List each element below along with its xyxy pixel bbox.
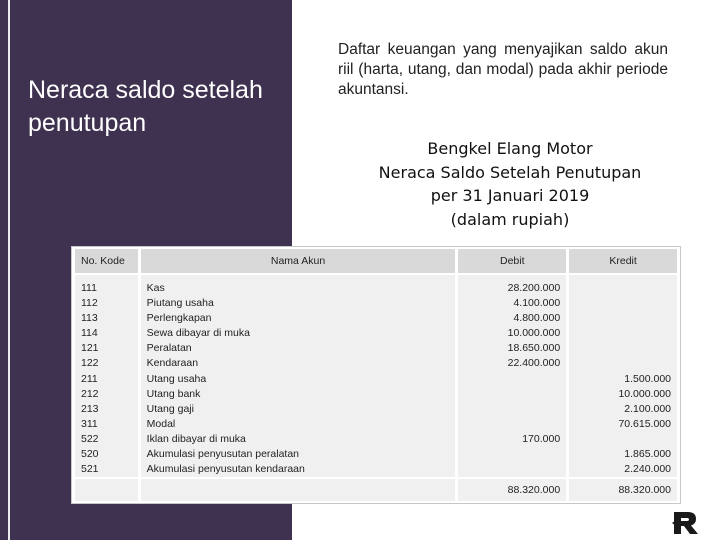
company-name: Bengkel Elang Motor bbox=[427, 139, 593, 158]
credit-value: 10.000.000 bbox=[618, 387, 671, 400]
header-name: Nama Akun bbox=[141, 249, 456, 273]
credit-value bbox=[575, 311, 671, 326]
debit-value bbox=[464, 447, 560, 462]
account-code: 522 bbox=[81, 432, 99, 445]
account-code: 211 bbox=[81, 372, 98, 385]
debit-value: 4.800.000 bbox=[513, 312, 561, 325]
account-name: Modal bbox=[146, 417, 176, 430]
credit-value: 2.240.000 bbox=[624, 463, 671, 476]
debit-value bbox=[464, 387, 560, 402]
account-code: 212 bbox=[81, 387, 99, 400]
account-name: Iklan dibayar di muka bbox=[146, 432, 246, 445]
debit-value: 10.000.000 bbox=[507, 327, 561, 340]
credit-value: 1.500.000 bbox=[624, 372, 671, 385]
report-name: Neraca Saldo Setelah Penutupan bbox=[378, 162, 642, 182]
account-code: 113 bbox=[81, 312, 98, 325]
total-name-cell bbox=[141, 479, 456, 501]
credit-value bbox=[575, 356, 671, 371]
name-column bbox=[141, 275, 456, 477]
debit-value: 4.100.000 bbox=[513, 297, 561, 310]
credit-value: 2.100.000 bbox=[624, 402, 671, 415]
account-code: 520 bbox=[81, 448, 99, 461]
total-debit: 88.320.000 bbox=[458, 479, 566, 501]
account-name: Akumulasi penyusutan kendaraan bbox=[146, 463, 305, 476]
header-debit: Debit bbox=[458, 249, 566, 273]
body-row bbox=[75, 275, 677, 477]
total-row bbox=[75, 479, 677, 501]
credit-value bbox=[575, 326, 671, 341]
credit-value bbox=[575, 432, 671, 447]
debit-value: 22.400.000 bbox=[507, 357, 561, 370]
total-credit: 88.320.000 bbox=[569, 479, 677, 501]
account-name: Akumulasi penyusutan peralatan bbox=[146, 448, 300, 461]
credit-value bbox=[575, 281, 671, 296]
account-code: 122 bbox=[81, 357, 99, 370]
header-row bbox=[75, 249, 677, 273]
debit-value: 18.650.000 bbox=[507, 342, 561, 355]
report-period: per 31 Januari 2019 bbox=[430, 186, 590, 205]
account-name: Peralatan bbox=[146, 342, 192, 355]
account-code: 121 bbox=[81, 342, 99, 355]
debit-value bbox=[464, 417, 560, 432]
trial-balance-table bbox=[71, 246, 681, 504]
account-name: Kendaraan bbox=[146, 357, 199, 370]
account-code: 111 bbox=[81, 282, 97, 294]
account-name: Sewa dibayar di muka bbox=[146, 327, 250, 340]
debit-value: 170.000 bbox=[522, 432, 561, 445]
account-code: 213 bbox=[81, 402, 99, 415]
account-name: Perlengkapan bbox=[146, 312, 212, 325]
slide-title: Neraca saldo setelah penutupan bbox=[28, 76, 263, 137]
debit-value: 28.200.000 bbox=[507, 282, 561, 294]
account-name: Piutang usaha bbox=[146, 297, 214, 310]
account-code: 114 bbox=[81, 327, 98, 340]
header-code: No. Kode bbox=[75, 249, 138, 273]
credit-value: 1.865.000 bbox=[624, 448, 671, 461]
debit-value bbox=[464, 462, 560, 477]
definition-text: Daftar keuangan yang menyajikan saldo akun riil (harta, utang, dan modal) pada akhir periode akuntansi. bbox=[338, 41, 668, 98]
credit-value bbox=[575, 341, 671, 356]
account-name: Utang bank bbox=[146, 387, 201, 400]
account-code: 311 bbox=[81, 417, 98, 430]
account-name: Utang usaha bbox=[146, 372, 207, 385]
account-name: Kas bbox=[146, 282, 165, 294]
report-unit: (dalam rupiah) bbox=[450, 209, 570, 229]
account-code: 112 bbox=[81, 297, 98, 310]
credit-value bbox=[575, 296, 671, 311]
ledger-table bbox=[72, 247, 680, 503]
debit-column bbox=[458, 275, 566, 477]
debit-value bbox=[464, 372, 560, 387]
account-name: Utang gaji bbox=[146, 402, 194, 415]
total-code-cell bbox=[75, 479, 138, 501]
credit-column bbox=[569, 275, 677, 477]
credit-value: 70.615.000 bbox=[618, 417, 671, 430]
left-stripe bbox=[8, 0, 10, 540]
debit-value bbox=[464, 402, 560, 417]
report-heading bbox=[340, 137, 680, 231]
header-kredit: Kredit bbox=[569, 249, 677, 273]
account-code: 521 bbox=[81, 463, 99, 476]
r-arrow-logo-icon bbox=[670, 510, 702, 536]
code-column bbox=[75, 275, 138, 477]
